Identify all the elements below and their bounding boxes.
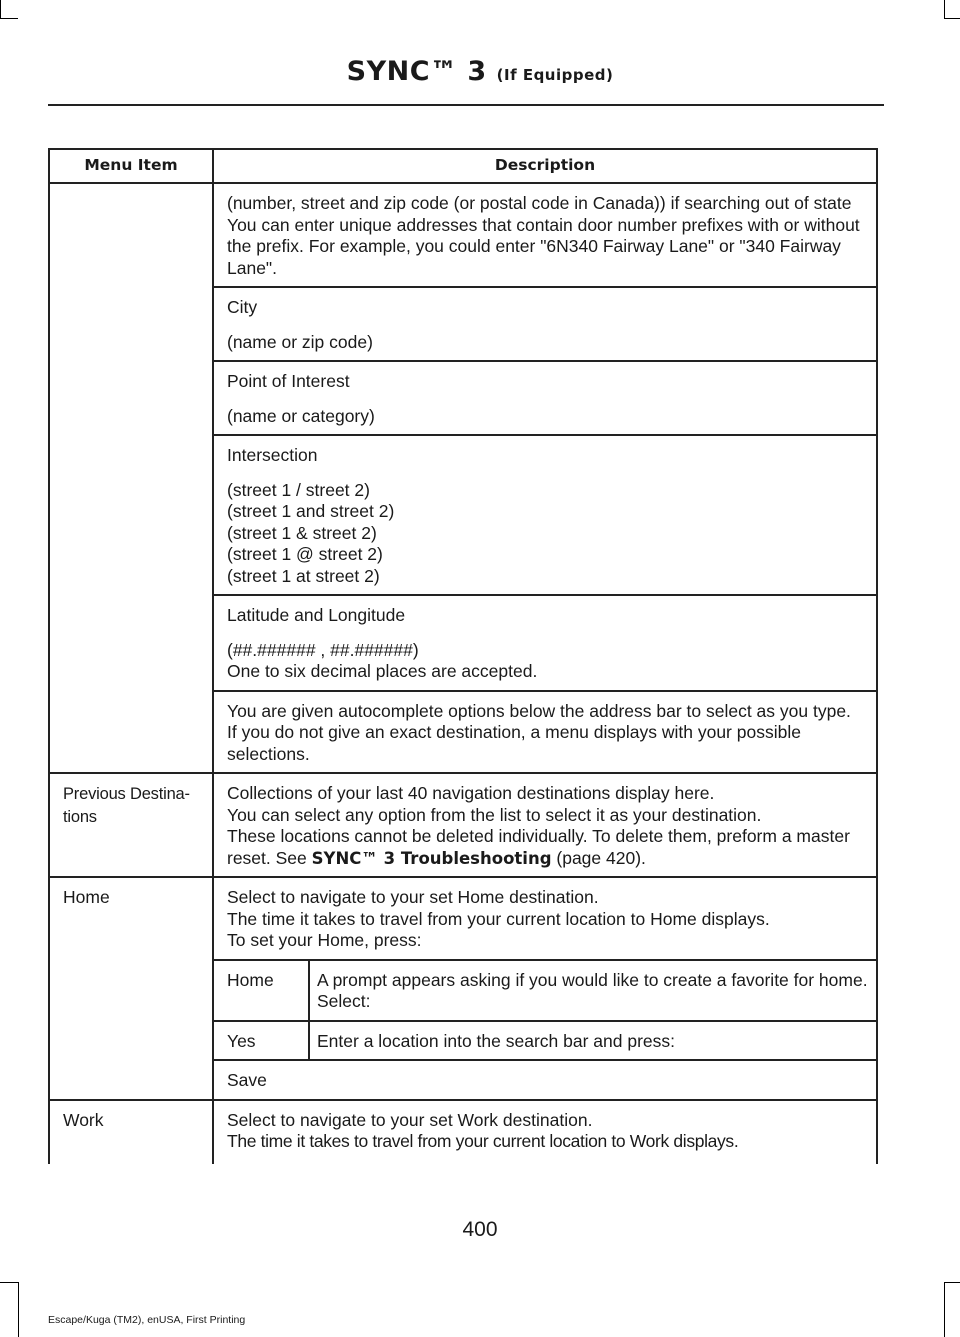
- description-text: (name or category): [227, 405, 375, 426]
- step-key: Yes: [214, 1021, 309, 1060]
- description-text: One to six decimal places are accepted.: [227, 661, 538, 681]
- crop-mark: [0, 1282, 18, 1283]
- table-row-previous-destinations: [49, 773, 877, 877]
- description-text: (street 1 at street 2): [227, 565, 380, 586]
- step-text: A prompt appears asking if you would like to create a favorite for home. Select:: [309, 961, 876, 1021]
- crop-mark: [944, 18, 960, 19]
- description-text: If you do not give an exact destination, a menu displays with your possible selections.: [227, 722, 801, 764]
- steps-table: [214, 961, 876, 1060]
- description-cell: [213, 361, 877, 435]
- description-title: Intersection: [227, 445, 318, 465]
- description-cell: [213, 691, 877, 774]
- table-row: [49, 183, 877, 287]
- table-row-home: [49, 877, 877, 960]
- description-text: Select to navigate to your set Work destination.: [227, 1109, 593, 1130]
- menu-table: [48, 148, 878, 1164]
- page-number: 400: [462, 1218, 498, 1241]
- menu-item-cell-empty: [49, 183, 213, 773]
- description-text: The time it takes to travel from your current location to Work displays.: [227, 1131, 739, 1151]
- description-cell: [213, 435, 877, 595]
- menu-item-label: Work: [63, 1109, 104, 1130]
- description-text: (street 1 & street 2): [227, 522, 377, 543]
- menu-item-label: Previous Destina-tions: [63, 785, 190, 826]
- step-row: [214, 1021, 876, 1060]
- step-key: Home: [214, 961, 309, 1021]
- description-text: (##.###### , ##.######): [227, 639, 419, 660]
- description-title: City: [227, 297, 258, 317]
- description-text: You can select any option from the list to select it as your destination.: [227, 804, 762, 825]
- crop-mark: [0, 18, 18, 19]
- step-row: [214, 961, 876, 1021]
- description-text: You are given autocomplete options below the address bar to select as you type.: [227, 700, 851, 721]
- menu-item-work: [49, 1100, 213, 1164]
- description-text: Select to navigate to your set Home destination.: [227, 887, 599, 907]
- save-label: Save: [227, 1070, 267, 1090]
- save-cell: [213, 1060, 877, 1100]
- description-cell: [213, 287, 877, 361]
- description-title: Latitude and Longitude: [227, 605, 406, 625]
- header-subtitle: (If Equipped): [496, 66, 614, 84]
- description-cell: [213, 877, 877, 960]
- description-text: (street 1 and street 2): [227, 501, 395, 521]
- steps-cell: [213, 960, 877, 1061]
- description-cell: [213, 773, 877, 877]
- description-title: Point of Interest: [227, 371, 350, 391]
- column-header-description: Description: [213, 149, 877, 183]
- description-text: The time it takes to travel from your current location to Home displays.: [227, 908, 770, 929]
- page-header: [0, 56, 960, 87]
- footer-text: Escape/Kuga (TM2), enUSA, First Printing: [48, 1314, 246, 1326]
- description-cell: [213, 183, 877, 287]
- page-reference: (page 420).: [551, 847, 646, 868]
- cross-reference-link[interactable]: SYNC™ 3 Troubleshooting: [311, 848, 552, 868]
- description-text: You can enter unique addresses that contain door number prefixes with or without the prefix. For example, you could enter "6N340 Fairway Lane" or "340 Fairway Lane".: [227, 214, 860, 278]
- table-header-row: [49, 149, 877, 183]
- description-text-prefix: These locations cannot be deleted individually. To delete them, preform a master reset. See: [227, 826, 850, 868]
- step-text: Enter a location into the search bar and press:: [309, 1021, 876, 1060]
- crop-mark: [18, 1282, 19, 1337]
- crop-mark: [944, 1282, 960, 1283]
- description-text: To set your Home, press:: [227, 930, 422, 950]
- crop-mark: [944, 1282, 945, 1337]
- description-text: Collections of your last 40 navigation destinations display here.: [227, 783, 715, 803]
- header-rule: [48, 104, 884, 106]
- crop-mark: [944, 0, 945, 18]
- menu-item-home: [49, 877, 213, 1100]
- menu-item-label: Home: [63, 887, 110, 907]
- description-text: (street 1 @ street 2): [227, 544, 383, 564]
- table-row-work: [49, 1100, 877, 1164]
- description-text: (name or zip code): [227, 331, 373, 352]
- menu-item-previous-destinations: [49, 773, 213, 877]
- description-cell: [213, 595, 877, 691]
- column-header-menu-item: Menu Item: [49, 149, 213, 183]
- description-cell: [213, 1100, 877, 1164]
- description-text: [227, 826, 872, 869]
- description-text: (number, street and zip code (or postal code in Canada)) if searching out of state: [227, 193, 852, 213]
- header-title: SYNC™ 3: [346, 56, 487, 87]
- description-text: (street 1 / street 2): [227, 479, 370, 500]
- crop-mark: [0, 0, 1, 18]
